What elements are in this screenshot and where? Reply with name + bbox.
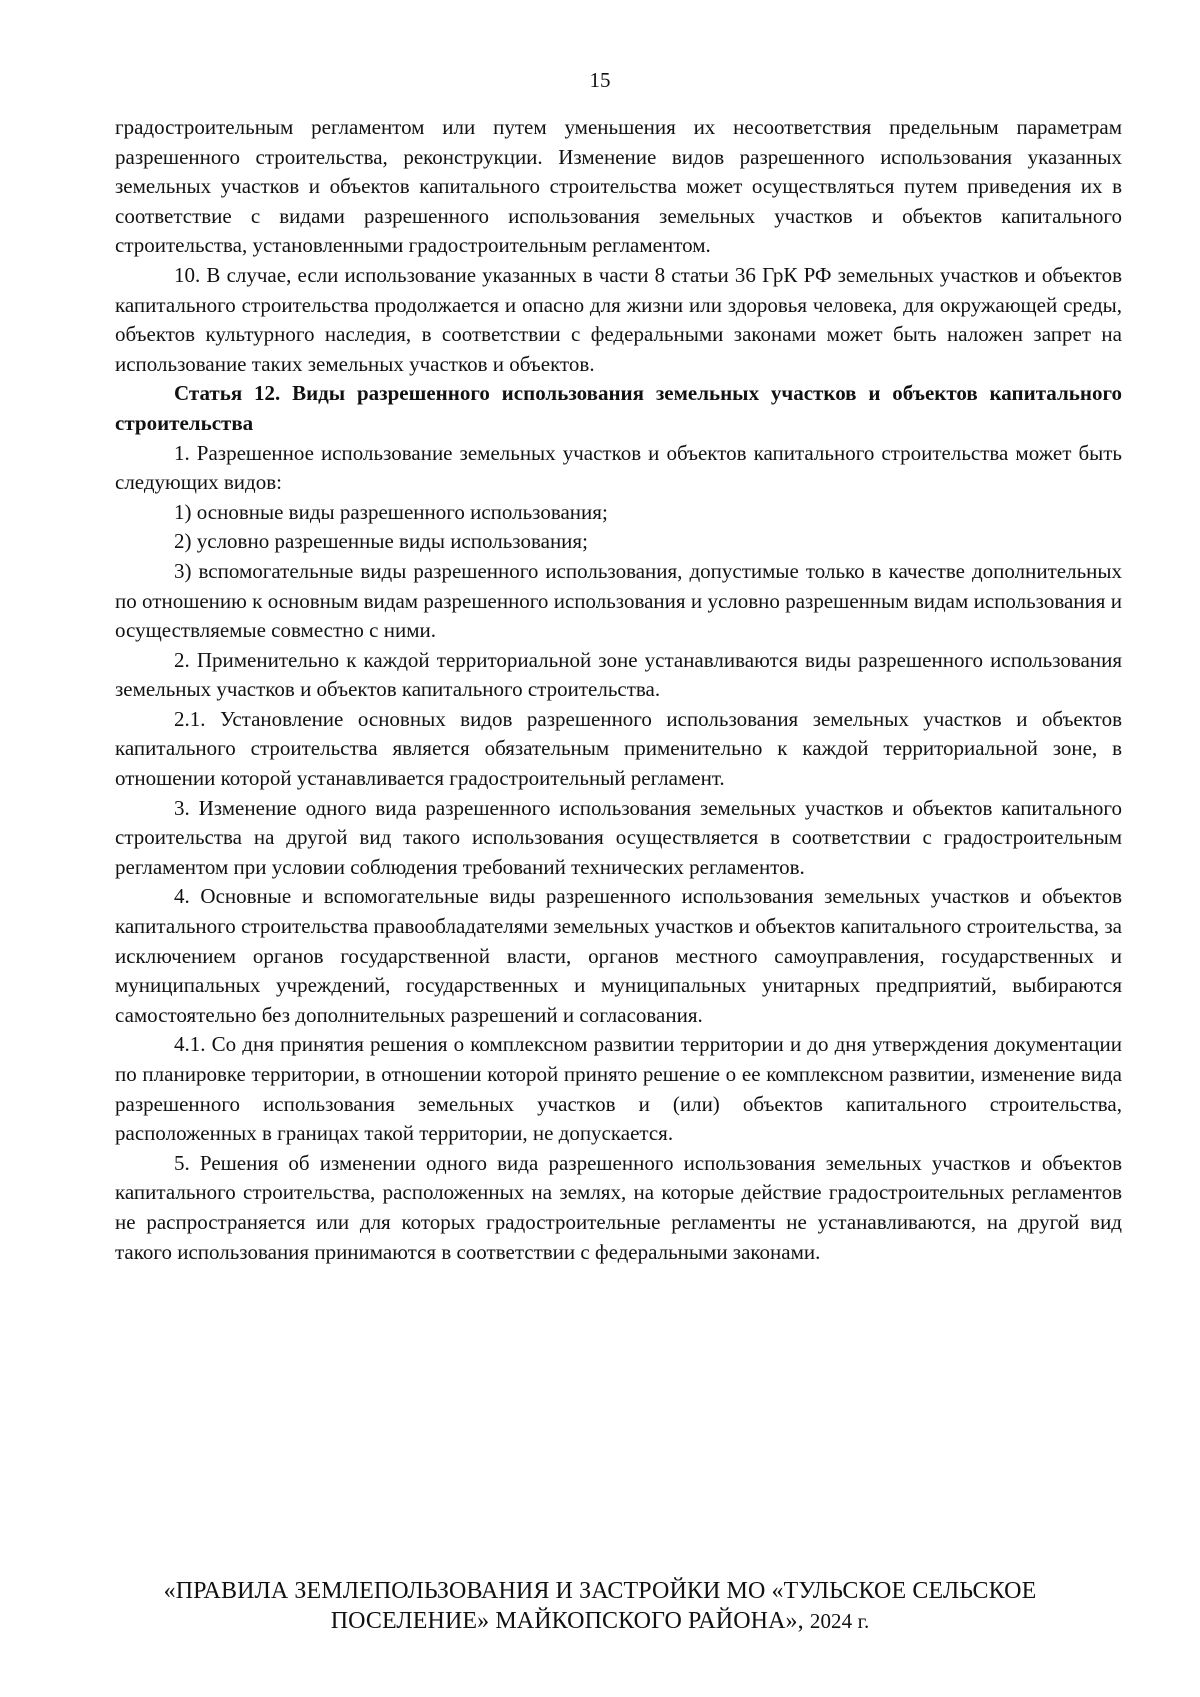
paragraph-10: 10. В случае, если использование указанных в части 8 статьи 36 ГрК РФ земельных участков и объектов капитального строительства продолжается и опасно для жизни или здоровья человека, для окружающей среды, объектов культурного наследия, в соответствии с федеральными законами может быть наложен запрет на использование таких земельных участков и объектов. [115, 262, 1122, 376]
footer-line-1: «ПРАВИЛА ЗЕМЛЕПОЛЬЗОВАНИЯ И ЗАСТРОЙКИ МО «ТУЛЬСКОЕ СЕЛЬСКОЕ [163, 1578, 1037, 1604]
document-footer [0, 1576, 1200, 1636]
paragraph-5: 5. Решения об изменении одного вида разрешенного использования земельных участков и объектов капитального строительства, расположенных на землях, на которые действие градостроительных регламентов не распространяется или для которых градостроительные регламенты не устанавливаются, на другой вид такого использования принимаются в соответствии с федеральными законами. [115, 1150, 1122, 1264]
article-heading: Статья 12. Виды разрешенного использования земельных участков и объектов капитального строительства [115, 381, 1122, 435]
paragraph-1: 1. Разрешенное использование земельных участков и объектов капитального строительства может быть следующих видов: [115, 440, 1122, 495]
list-item-3: 3) вспомогательные виды разрешенного использования, допустимые только в качестве дополнительных по отношению к основным видам разрешенного использования и условно разрешенным видам использования и осуществляемые совместно с ними. [115, 558, 1122, 643]
paragraph-4-1: 4.1. Со дня принятия решения о комплексном развитии территории и до дня утверждения документации по планировке территории, в отношении которой принято решение о ее комплексном развитии, изменение вида разрешенного использования земельных участков и (или) объектов капитального строительства, расположенных в границах такой территории, не допускается. [115, 1032, 1122, 1146]
list-item-2: 2) условно разрешенные виды использования; [174, 529, 588, 554]
footer-line-2-text: ПОСЕЛЕНИЕ» МАЙКОПСКОГО РАЙОНА», [330, 1608, 810, 1634]
list-item-1: 1) основные виды разрешенного использования; [174, 499, 608, 524]
footer-year: 2024 г. [809, 1609, 870, 1633]
footer-line-2 [0, 1606, 1200, 1636]
document-body [115, 113, 1122, 1267]
paragraph-2: 2. Применительно к каждой территориальной зоне устанавливаются виды разрешенного использования земельных участков и объектов капитального строительства. [115, 647, 1122, 702]
page-number: 15 [589, 68, 611, 92]
paragraph-4: 4. Основные и вспомогательные виды разрешенного использования земельных участков и объектов капитального строительства правообладателями земельных участков и объектов капитального строительства, за исключением органов государственной власти, органов местного самоуправления, государственных и муниципальных учреждений, государственных и муниципальных унитарных предприятий, выбираются самостоятельно без дополнительных разрешений и согласования. [115, 884, 1122, 1027]
paragraph-2-1: 2.1. Установление основных видов разрешенного использования земельных участков и объектов капитального строительства является обязательным применительно к каждой территориальной зоне, в отношении которой устанавливается градостроительный регламент. [115, 706, 1122, 791]
intro-paragraph: градостроительным регламентом или путем уменьшения их несоответствия предельным параметрам разрешенного строительства, реконструкции. Изменение видов разрешенного использования указанных земельных участков и объектов капитального строительства может осуществляться путем приведения их в соответствие с видами разрешенного использования земельных участков и объектов капитального строительства, установленными градостроительным регламентом. [115, 115, 1122, 258]
paragraph-3: 3. Изменение одного вида разрешенного использования земельных участков и объектов капитального строительства на другой вид такого использования осуществляется в соответствии с градостроительным регламентом при условии соблюдения требований технических регламентов. [115, 795, 1122, 879]
